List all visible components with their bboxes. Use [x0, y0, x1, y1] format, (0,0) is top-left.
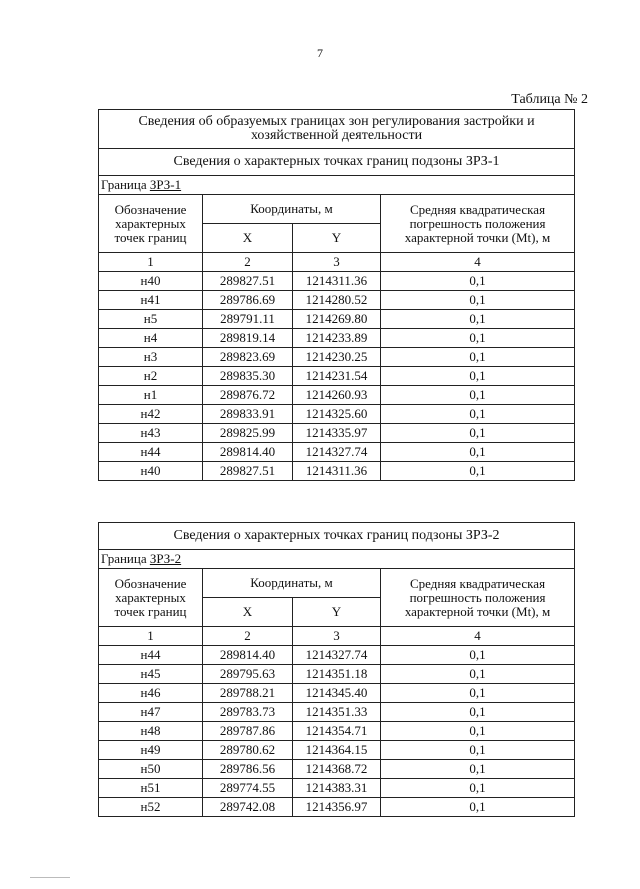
mt-cell: 0,1	[381, 646, 575, 665]
table-row	[99, 272, 575, 291]
x-cell: 289780.62	[203, 741, 293, 760]
column-number-row	[99, 627, 575, 646]
col-number-1: 1	[99, 253, 203, 272]
x-cell: 289786.69	[203, 291, 293, 310]
table-row	[99, 367, 575, 386]
mt-cell: 0,1	[381, 310, 575, 329]
table-row	[99, 646, 575, 665]
x-cell: 289823.69	[203, 348, 293, 367]
col-number-2: 2	[203, 253, 293, 272]
x-cell: 289819.14	[203, 329, 293, 348]
error-header: Средняя квадратическая погрешность положения характерной точки (Mt), м	[381, 195, 575, 253]
point-cell: н4	[99, 329, 203, 348]
col-number-3: 3	[293, 253, 381, 272]
zone1-table	[98, 109, 575, 481]
zone2-table	[98, 522, 575, 817]
point-cell: н45	[99, 665, 203, 684]
main-title: Сведения об образуемых границах зон регулирования застройки и хозяйственной деятельности	[99, 110, 575, 149]
mt-cell: 0,1	[381, 462, 575, 481]
point-cell: н2	[99, 367, 203, 386]
point-cell: н5	[99, 310, 203, 329]
zone1-title: Сведения о характерных точках границ подзоны ЗРЗ-1	[99, 149, 575, 176]
table-row	[99, 722, 575, 741]
table-row	[99, 665, 575, 684]
x-cell: 289791.11	[203, 310, 293, 329]
x-cell: 289787.86	[203, 722, 293, 741]
y-cell: 1214325.60	[293, 405, 381, 424]
table-row	[99, 741, 575, 760]
x-cell: 289835.30	[203, 367, 293, 386]
y-cell: 1214233.89	[293, 329, 381, 348]
main-title-row	[99, 110, 575, 149]
zone2-title: Сведения о характерных точках границ подзоны ЗРЗ-2	[99, 523, 575, 550]
mt-cell: 0,1	[381, 291, 575, 310]
x-cell: 289814.40	[203, 646, 293, 665]
mt-cell: 0,1	[381, 329, 575, 348]
table-row	[99, 779, 575, 798]
mt-cell: 0,1	[381, 665, 575, 684]
y-cell: 1214356.97	[293, 798, 381, 817]
header-row	[99, 195, 575, 224]
boundary-row	[99, 550, 575, 569]
page-number: 7	[317, 46, 323, 60]
col-number-1: 1	[99, 627, 203, 646]
mt-cell: 0,1	[381, 424, 575, 443]
zone-title-row	[99, 149, 575, 176]
x-cell: 289876.72	[203, 386, 293, 405]
zone1-boundary	[99, 176, 575, 195]
x-cell: 289814.40	[203, 443, 293, 462]
col-number-3: 3	[293, 627, 381, 646]
zone2-boundary	[99, 550, 575, 569]
point-cell: н52	[99, 798, 203, 817]
mt-cell: 0,1	[381, 405, 575, 424]
table-row	[99, 684, 575, 703]
table-row	[99, 760, 575, 779]
table-row	[99, 386, 575, 405]
mt-cell: 0,1	[381, 348, 575, 367]
point-cell: н40	[99, 462, 203, 481]
mt-cell: 0,1	[381, 443, 575, 462]
boundary-name: ЗРЗ-1	[149, 177, 182, 192]
mt-cell: 0,1	[381, 272, 575, 291]
y-cell: 1214230.25	[293, 348, 381, 367]
table-row	[99, 798, 575, 817]
error-header: Средняя квадратическая погрешность положения характерной точки (Mt), м	[381, 569, 575, 627]
x-header: X	[203, 224, 293, 253]
point-cell: н48	[99, 722, 203, 741]
y-cell: 1214327.74	[293, 646, 381, 665]
y-cell: 1214269.80	[293, 310, 381, 329]
y-cell: 1214260.93	[293, 386, 381, 405]
point-cell: н42	[99, 405, 203, 424]
x-cell: 289795.63	[203, 665, 293, 684]
zone1-body	[99, 110, 575, 481]
y-cell: 1214311.36	[293, 462, 381, 481]
boundary-prefix: Граница	[101, 551, 150, 566]
y-cell: 1214364.15	[293, 741, 381, 760]
point-cell: н50	[99, 760, 203, 779]
x-cell: 289788.21	[203, 684, 293, 703]
table-row	[99, 329, 575, 348]
point-cell: н44	[99, 646, 203, 665]
mt-cell: 0,1	[381, 760, 575, 779]
x-cell: 289786.56	[203, 760, 293, 779]
x-cell: 289827.51	[203, 272, 293, 291]
header-row	[99, 569, 575, 598]
col-number-4: 4	[381, 627, 575, 646]
table-row	[99, 310, 575, 329]
mt-cell: 0,1	[381, 684, 575, 703]
designation-header: Обозначение характерных точек границ	[99, 195, 203, 253]
point-cell: н43	[99, 424, 203, 443]
column-number-row	[99, 253, 575, 272]
x-cell: 289783.73	[203, 703, 293, 722]
boundary-name: ЗРЗ-2	[149, 551, 182, 566]
boundary-row	[99, 176, 575, 195]
x-header: X	[203, 598, 293, 627]
mt-cell: 0,1	[381, 779, 575, 798]
point-cell: н40	[99, 272, 203, 291]
table-row	[99, 703, 575, 722]
y-cell: 1214335.97	[293, 424, 381, 443]
designation-header: Обозначение характерных точек границ	[99, 569, 203, 627]
mt-cell: 0,1	[381, 386, 575, 405]
y-cell: 1214351.33	[293, 703, 381, 722]
table-label: Таблица № 2	[511, 92, 588, 107]
table-row	[99, 424, 575, 443]
point-cell: н1	[99, 386, 203, 405]
x-cell: 289742.08	[203, 798, 293, 817]
table-row	[99, 405, 575, 424]
footer-rule	[30, 877, 70, 878]
y-cell: 1214368.72	[293, 760, 381, 779]
coordinates-header: Координаты, м	[203, 569, 381, 598]
mt-cell: 0,1	[381, 741, 575, 760]
x-cell: 289833.91	[203, 405, 293, 424]
y-cell: 1214311.36	[293, 272, 381, 291]
table-row	[99, 443, 575, 462]
y-header: Y	[293, 598, 381, 627]
x-cell: 289774.55	[203, 779, 293, 798]
mt-cell: 0,1	[381, 798, 575, 817]
mt-cell: 0,1	[381, 722, 575, 741]
y-cell: 1214345.40	[293, 684, 381, 703]
y-cell: 1214351.18	[293, 665, 381, 684]
mt-cell: 0,1	[381, 703, 575, 722]
col-number-2: 2	[203, 627, 293, 646]
zone-title-row	[99, 523, 575, 550]
point-cell: н41	[99, 291, 203, 310]
point-cell: н49	[99, 741, 203, 760]
point-cell: н44	[99, 443, 203, 462]
table-row	[99, 462, 575, 481]
y-cell: 1214327.74	[293, 443, 381, 462]
table-row	[99, 291, 575, 310]
col-number-4: 4	[381, 253, 575, 272]
x-cell: 289827.51	[203, 462, 293, 481]
coordinates-header: Координаты, м	[203, 195, 381, 224]
boundary-prefix: Граница	[101, 177, 150, 192]
mt-cell: 0,1	[381, 367, 575, 386]
y-cell: 1214231.54	[293, 367, 381, 386]
point-cell: н47	[99, 703, 203, 722]
y-cell: 1214354.71	[293, 722, 381, 741]
x-cell: 289825.99	[203, 424, 293, 443]
y-header: Y	[293, 224, 381, 253]
point-cell: н3	[99, 348, 203, 367]
y-cell: 1214383.31	[293, 779, 381, 798]
y-cell: 1214280.52	[293, 291, 381, 310]
zone2-body	[99, 523, 575, 817]
point-cell: н46	[99, 684, 203, 703]
table-row	[99, 348, 575, 367]
point-cell: н51	[99, 779, 203, 798]
